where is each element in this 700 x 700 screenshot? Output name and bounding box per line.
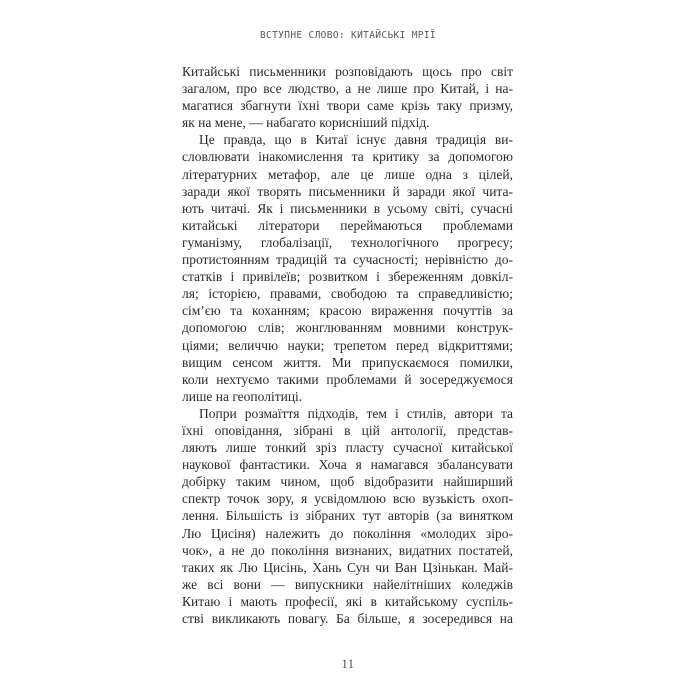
text-line: протистоянням традицій та сучасності; нерівністю до- bbox=[182, 252, 513, 268]
text-line: ляють лише тонкий зріз пласту сучасної китайської bbox=[182, 440, 513, 456]
text-line: наукової фантастики. Хоча я намагався збалансувати bbox=[182, 457, 513, 473]
paragraph bbox=[182, 63, 513, 131]
text-line: таких як Лю Цисінь, Хань Сун чи Ван Цзінькан. Май- bbox=[182, 559, 513, 575]
text-line: ціями; величчю науки; трепетом перед відкриттями; bbox=[182, 337, 513, 353]
text-line: чок», а не до покоління визнаних, видатних постатей, bbox=[182, 542, 513, 558]
text-line: китайські літератори переймаються проблемами bbox=[182, 217, 513, 233]
text-line: Попри розмаїття підходів, тем і стилів, автори та bbox=[199, 405, 513, 421]
text-line: гуманізму, глобалізації, технологічного прогресу; bbox=[182, 234, 513, 250]
text-line: допомогою слів; жонглюванням мовними конструк- bbox=[182, 320, 513, 336]
text-line: загалом, про все людство, а не лише про Китай, і на- bbox=[182, 81, 513, 97]
page-number: 11 bbox=[341, 657, 355, 671]
text-line: словлювати інакомислення та критику за допомогою bbox=[182, 149, 513, 165]
text-line: вищим сенсом життя. Ми припускаємося помилки, bbox=[182, 354, 513, 370]
text-line: лише на геополітиці. bbox=[182, 388, 303, 404]
page-body bbox=[182, 63, 513, 627]
paragraph bbox=[182, 405, 513, 627]
text-line: же всі вони — випускники найелітніших коледжів bbox=[182, 576, 513, 592]
text-line: коли нехтуємо такими проблемами й зосереджуємося bbox=[182, 371, 513, 387]
text-line: сім’єю та коханням; красою вираження почуттів за bbox=[182, 303, 513, 319]
text-line: статків і привілеїв; розвитком і збереженням довкіл- bbox=[182, 269, 513, 285]
text-line: добірку таким чином, щоб відобразити найширший bbox=[182, 474, 513, 490]
text-line: як на мене, — набагато корисніший підхід. bbox=[182, 115, 430, 131]
text-line: заради якої творять письменники й заради якої чита- bbox=[182, 183, 513, 199]
text-line: їхні оповідання, зібрані в цій антології, представ- bbox=[182, 422, 513, 438]
text-line: Лю Цисіня) належить до покоління «молодих зіро- bbox=[182, 525, 513, 541]
text-line: ють читачі. Як і письменники в усьому світі, сучасні bbox=[182, 200, 513, 216]
paragraph bbox=[182, 131, 513, 405]
text-line: ля; історією, правами, свободою та справедливістю; bbox=[182, 286, 513, 302]
running-header: ВСТУПНЕ СЛОВО: КИТАЙСЬКІ МРІЇ bbox=[259, 30, 436, 41]
text-line: літературних метафор, але це лише одна з цілей, bbox=[182, 166, 513, 182]
text-line: Китаю і мають професії, які в китайському суспіль- bbox=[182, 593, 513, 609]
text-line: Китайські письменники розповідають щось про світ bbox=[182, 64, 513, 79]
text-line: магатися збагнути їхні твори саме крізь таку призму, bbox=[182, 98, 513, 114]
text-line: спектр точок зору, я усвідомлюю всю вузькість охоп- bbox=[182, 491, 513, 507]
text-line: лення. Більшість із зібраних тут авторів (за винятком bbox=[182, 508, 513, 524]
text-line: стві викликають повагу. Ба більше, я зосередився на bbox=[182, 611, 513, 626]
text-line: Це правда, що в Китаї існує давня традиція ви- bbox=[199, 132, 513, 148]
